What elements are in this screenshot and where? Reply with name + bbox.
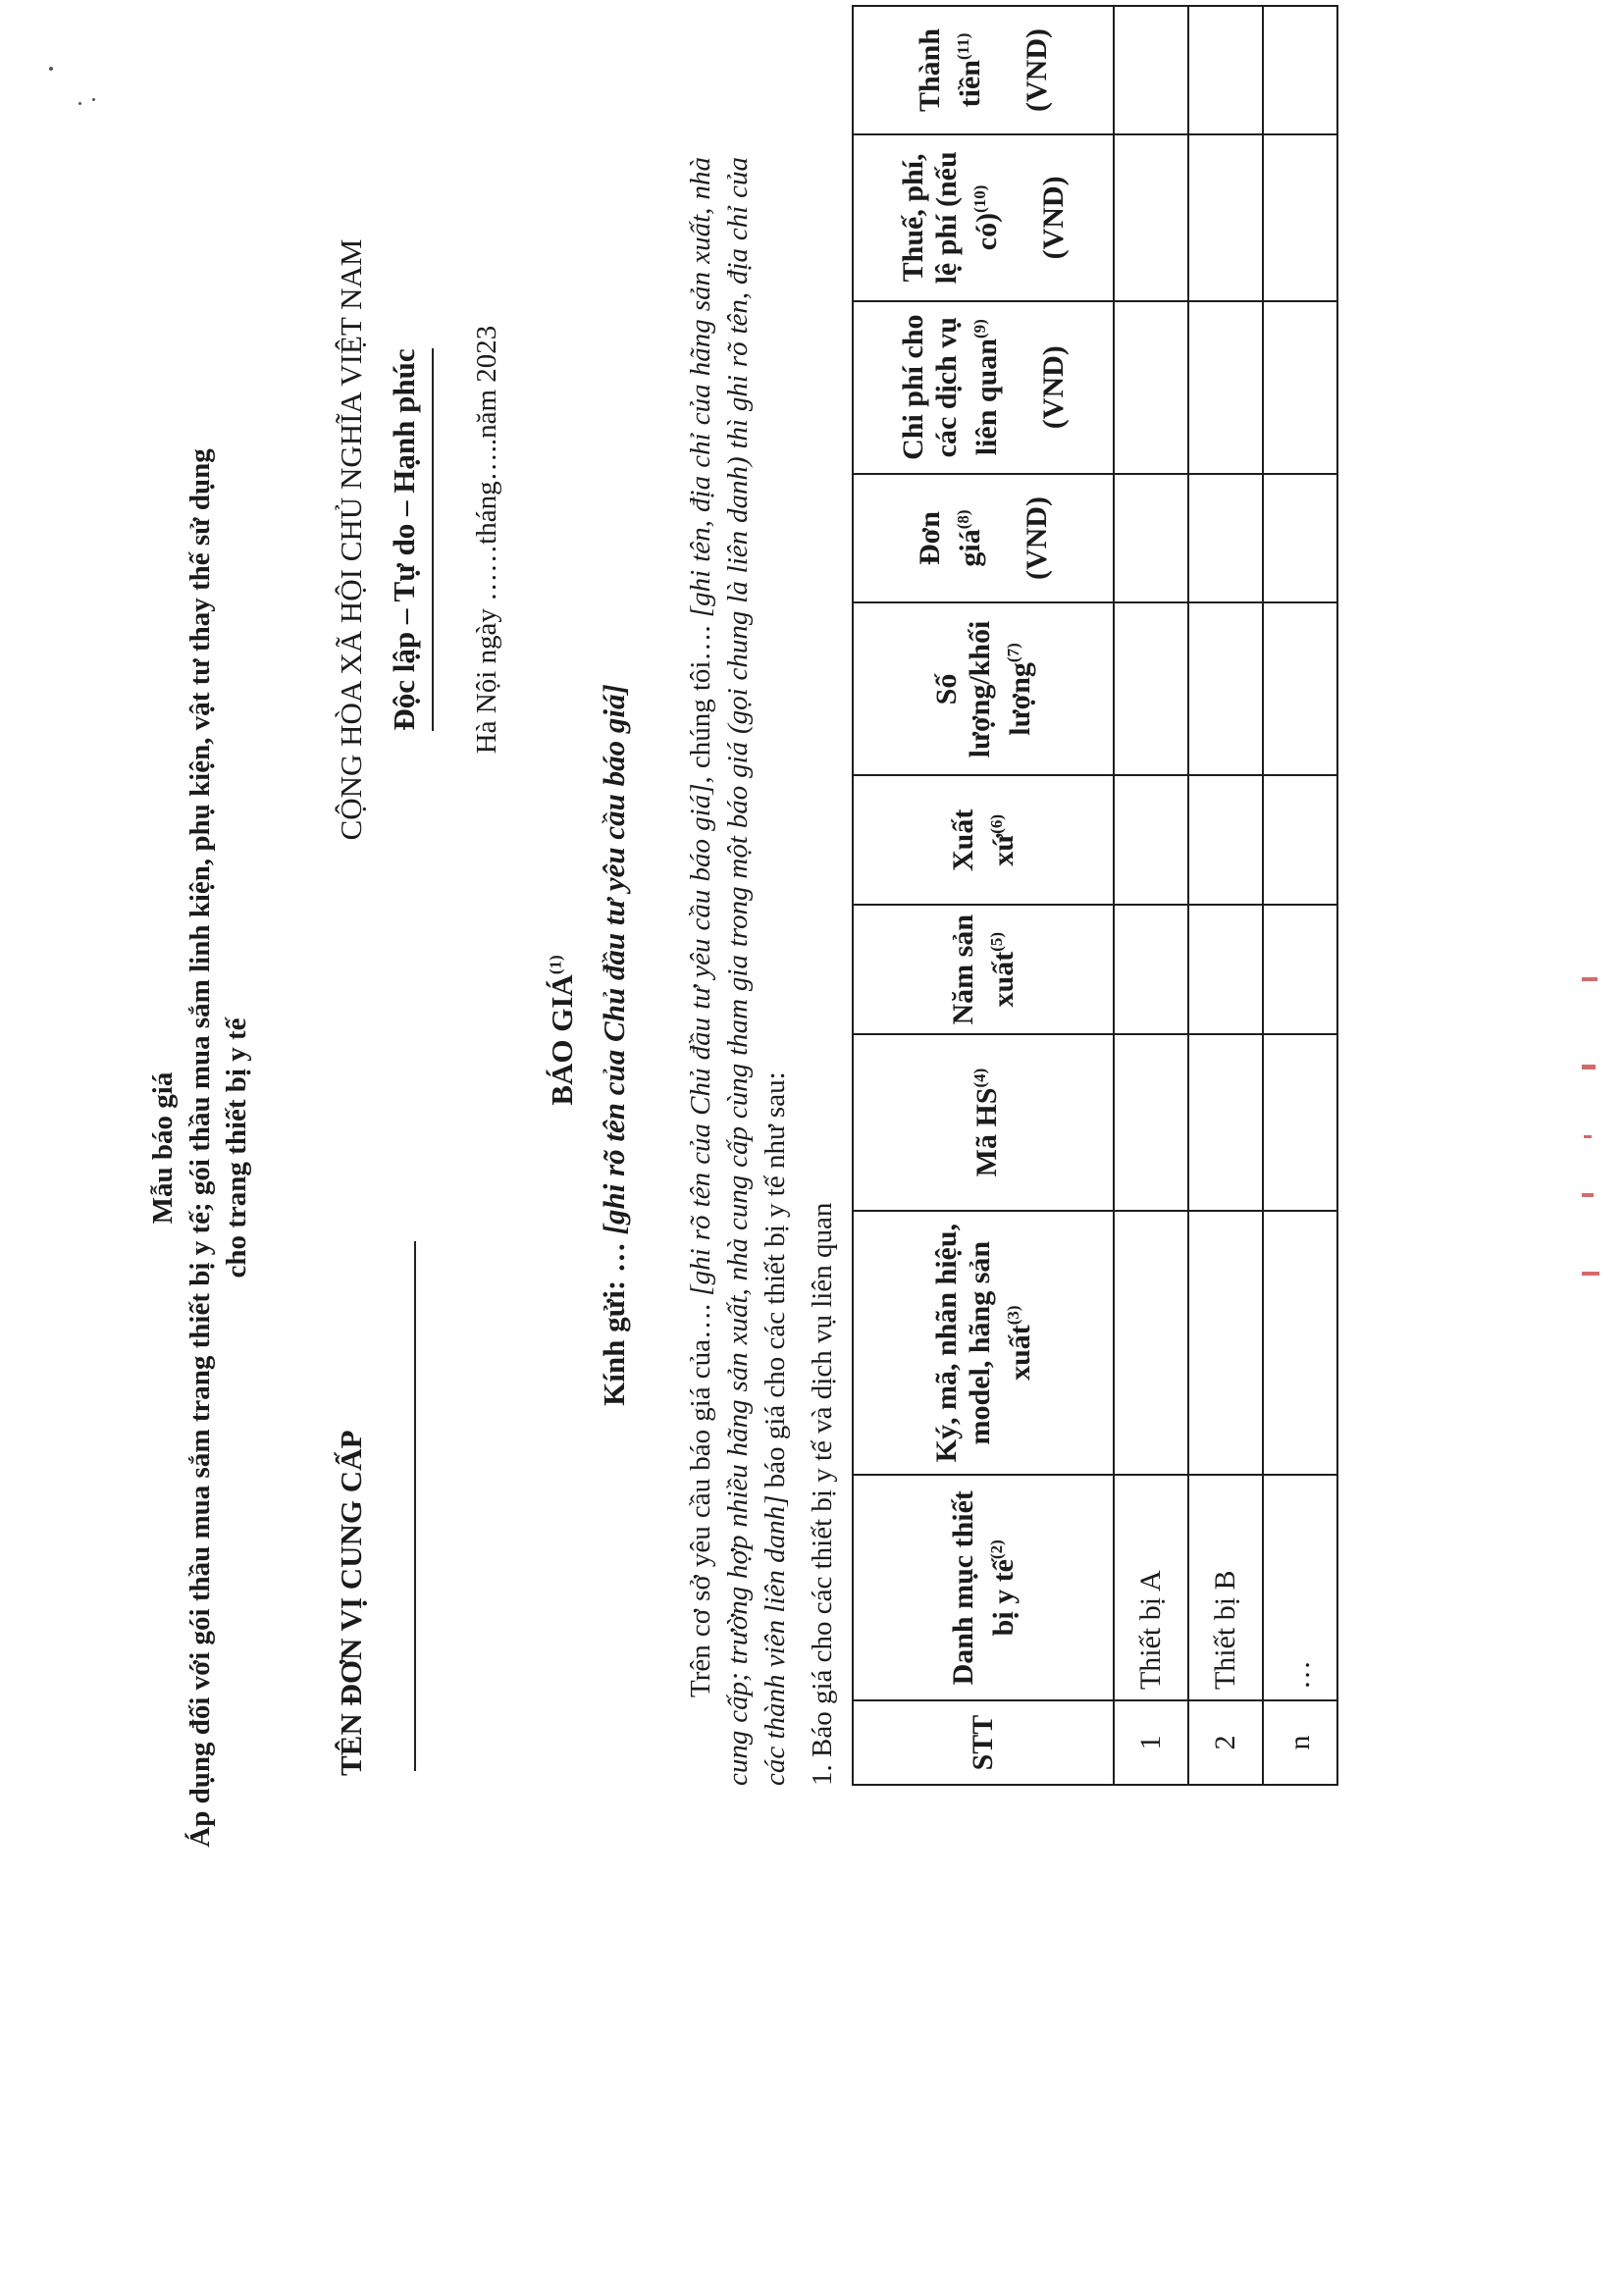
table-header-row [853, 6, 1114, 1785]
stamp-fragment [1582, 1193, 1594, 1197]
cell-device: Thiết bị B [1188, 1475, 1263, 1700]
cell-empty [1263, 301, 1337, 474]
national-motto: Độc lập – Tự do – Hạnh phúc [387, 348, 421, 731]
cell-stt: 2 [1188, 1700, 1263, 1785]
quote-title-text: BÁO GIÁ [545, 974, 579, 1106]
addressee [597, 383, 632, 1707]
header-note: (10) [969, 184, 989, 213]
header-note: (9) [969, 319, 989, 339]
cell-empty [1263, 134, 1337, 301]
national-title: CỘNG HÒA XÃ HỘI CHỦ NGHĨA VIỆT NAM [334, 238, 368, 841]
scan-speck [92, 98, 95, 101]
cell-empty [1114, 905, 1188, 1034]
header-label: Chi phí cho các dịch vụ liên quan [896, 314, 1003, 460]
cell-empty [1114, 301, 1188, 474]
scan-speck [79, 102, 81, 105]
header-label: Mã HS [969, 1087, 1003, 1177]
header-label: Xuất xứ [946, 809, 1020, 872]
cell-empty [1114, 134, 1188, 301]
scan-speck [49, 67, 53, 71]
header-label: Danh mục thiết bị y tế [946, 1490, 1020, 1686]
cell-empty [1263, 1211, 1337, 1476]
header-hs-code [853, 1034, 1114, 1211]
header-note: (3) [1003, 1305, 1022, 1326]
header-note: (11) [953, 32, 972, 61]
header-note: (7) [1003, 643, 1022, 663]
intro-text-a: Trên cơ sở yêu cầu báo giá của…. [685, 1295, 716, 1697]
quote-title [545, 834, 580, 1226]
cell-empty [1114, 6, 1188, 134]
quotation-table [852, 5, 1338, 1786]
cell-empty [1114, 474, 1188, 603]
cell-empty [1263, 603, 1337, 776]
stamp-fragment [1582, 977, 1597, 981]
cell-empty [1263, 1034, 1337, 1211]
intro-text-e: báo giá cho các thiết bị y tế như sau: [759, 1071, 791, 1495]
header-label: Thành tiền [913, 27, 986, 113]
addressee-label: Kính gửi: … [597, 1242, 631, 1406]
header-note: (8) [953, 509, 972, 530]
section-heading: 1. Báo giá cho các thiết bị y tế và dịch vụ liên quan [807, 1202, 838, 1786]
supplier-name: TÊN ĐƠN VỊ CUNG CẤP [334, 1430, 368, 1776]
header-origin [853, 775, 1114, 905]
cell-empty [1188, 134, 1263, 301]
stamp-fragment [1582, 1272, 1599, 1276]
header-label: Đơn giá [913, 511, 986, 567]
header-note: (5) [986, 931, 1006, 952]
stamp-fragment [1584, 1135, 1592, 1138]
intro-paragraph [682, 157, 794, 1786]
header-unit: (VND) [1036, 176, 1070, 260]
cell-stt: 1 [1114, 1700, 1188, 1785]
applies-to-note: Áp dụng đối với gói thầu mua sắm trang thiết bị y tế; gói thầu mua sắm linh kiện, phụ kiện, vật tư thay thế sử dụng cho trang thiết bị y tế [184, 448, 252, 1848]
addressee-placeholder: [ghi rõ tên của Chủ đầu tư yêu cầu báo giá] [597, 684, 631, 1235]
header-label: Ký, mã, nhãn hiệu, model, hãng sản xuất [929, 1223, 1036, 1463]
header-device-list [853, 1475, 1114, 1700]
header-manufacture-year [853, 905, 1114, 1034]
header-label: STT [967, 1714, 999, 1771]
intro-placeholder-supplier: [ghi tên, địa chỉ của hãng sản xuất, nhà cung cấp; trường hợp nhiều hãng sản xuất, nhà cung cấp cùng tham gia trong một báo giá (gọi chung là liên danh) thì ghi rõ tên, địa chỉ của các thành viên liên danh] [685, 157, 791, 1786]
cell-empty [1188, 301, 1263, 474]
cell-empty [1114, 775, 1188, 905]
cell-empty [1188, 6, 1263, 134]
cell-empty [1114, 1211, 1188, 1476]
stamp-fragment [1582, 1065, 1596, 1070]
supplier-underline [414, 1241, 416, 1771]
table-row [1114, 6, 1188, 1785]
quote-title-note: (1) [546, 955, 565, 975]
table-row [1188, 6, 1263, 1785]
cell-empty [1263, 775, 1337, 905]
header-unit-price [853, 474, 1114, 603]
place-date: Hà Nội ngày ……tháng…..năm 2023 [471, 325, 502, 755]
cell-stt: n [1263, 1700, 1337, 1785]
header-taxes-fees [853, 134, 1114, 301]
table-row [1263, 6, 1337, 1785]
header-note: (6) [986, 813, 1006, 834]
cell-device: … [1263, 1475, 1337, 1700]
header-quantity [853, 603, 1114, 776]
header-label: Năm sản xuất [946, 913, 1020, 1025]
header-total [853, 6, 1114, 134]
header-stt [853, 1700, 1114, 1785]
header-unit: (VND) [1020, 28, 1053, 112]
header-brand-model [853, 1211, 1114, 1476]
cell-empty [1114, 1034, 1188, 1211]
cell-empty [1263, 474, 1337, 603]
header-service-cost [853, 301, 1114, 474]
cell-empty [1114, 603, 1188, 776]
header-unit: (VND) [1020, 496, 1053, 581]
cell-empty [1188, 775, 1263, 905]
form-title: Mẫu báo giá [147, 1071, 179, 1225]
cell-empty [1263, 6, 1337, 134]
cell-empty [1188, 474, 1263, 603]
intro-text-c: , chúng tôi…. [685, 617, 716, 784]
cell-empty [1188, 603, 1263, 776]
cell-empty [1188, 1034, 1263, 1211]
cell-device: Thiết bị A [1114, 1475, 1188, 1700]
cell-empty [1188, 1211, 1263, 1476]
header-note: (2) [986, 1539, 1006, 1559]
header-unit: (VND) [1036, 345, 1070, 430]
cell-empty [1188, 905, 1263, 1034]
header-label: Số lượng/khối lượng [929, 620, 1036, 758]
header-note: (4) [969, 1068, 989, 1088]
cell-empty [1263, 905, 1337, 1034]
motto-underline [432, 348, 434, 731]
intro-placeholder-investor: [ghi rõ tên của Chủ đầu tư yêu cầu báo giá] [685, 783, 716, 1296]
header-label: Thuế, phí, lệ phí (nếu có) [896, 151, 1003, 285]
